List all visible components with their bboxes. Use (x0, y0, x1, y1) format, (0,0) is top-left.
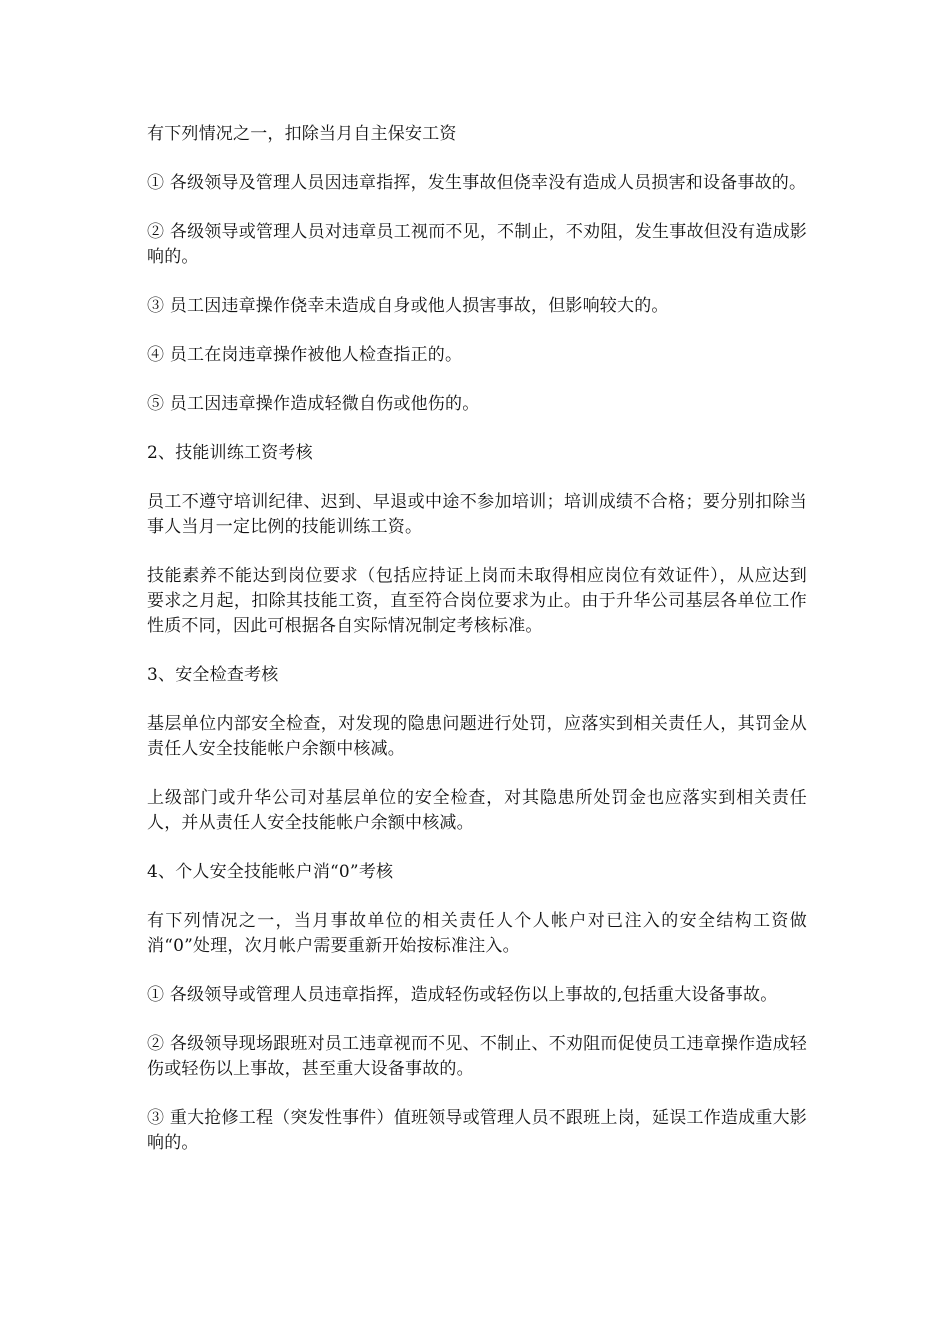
list-item-reset-3: ③ 重大抢修工程（突发性事件）值班领导或管理人员不跟班上岗，延误工作造成重大影响的。 (147, 1108, 807, 1153)
paragraph-internal-inspection: 基层单位内部安全检查，对发现的隐患问题进行处罚，应落实到相关责任人，其罚金从责任人安全技能帐户余额中核减。 (147, 714, 807, 759)
section-heading-account-reset: 4、个人安全技能帐户消“0”考核 (147, 862, 394, 882)
list-item-4: ④ 员工在岗违章操作被他人检查指正的。 (147, 345, 463, 365)
list-item-2: ② 各级领导或管理人员对违章员工视而不见，不制止，不劝阻，发生事故但没有造成影响的。 (147, 222, 807, 267)
paragraph-skill-requirement: 技能素养不能达到岗位要求（包括应持证上岗而未取得相应岗位有效证件），从应达到要求之月起，扣除其技能工资，直至符合岗位要求为止。由于升华公司基层各单位工作性质不同，因此可根据各自实际情况制定考核标准。 (147, 566, 807, 636)
list-item-3: ③ 员工因违章操作侥幸未造成自身或他人损害事故，但影响较大的。 (147, 296, 669, 316)
paragraph-intro-deduct-self-security-wage: 有下列情况之一，扣除当月自主保安工资 (147, 124, 457, 144)
paragraph-account-reset-intro: 有下列情况之一，当月事故单位的相关责任人个人帐户对已注入的安全结构工资做消“0”处理，次月帐户需要重新开始按标准注入。 (147, 911, 807, 956)
document-page (147, 122, 807, 1180)
list-item-1: ① 各级领导及管理人员因违章指挥，发生事故但侥幸没有造成人员损害和设备事故的。 (147, 173, 807, 193)
list-item-5: ⑤ 员工因违章操作造成轻微自伤或他伤的。 (147, 394, 480, 414)
paragraph-training-discipline: 员工不遵守培训纪律、迟到、早退或中途不参加培训；培训成绩不合格；要分别扣除当事人当月一定比例的技能训练工资。 (147, 492, 807, 537)
section-heading-safety-inspection: 3、安全检查考核 (147, 665, 279, 685)
section-heading-skill-training: 2、技能训练工资考核 (147, 443, 313, 463)
list-item-reset-1: ① 各级领导或管理人员违章指挥，造成轻伤或轻伤以上事故的,包括重大设备事故。 (147, 985, 778, 1005)
list-item-reset-2: ② 各级领导现场跟班对员工违章视而不见、不制止、不劝阻而促使员工违章操作造成轻伤或轻伤以上事故，甚至重大设备事故的。 (147, 1034, 807, 1079)
paragraph-superior-inspection: 上级部门或升华公司对基层单位的安全检查，对其隐患所处罚金也应落实到相关责任人，并从责任人安全技能帐户余额中核减。 (147, 788, 807, 833)
